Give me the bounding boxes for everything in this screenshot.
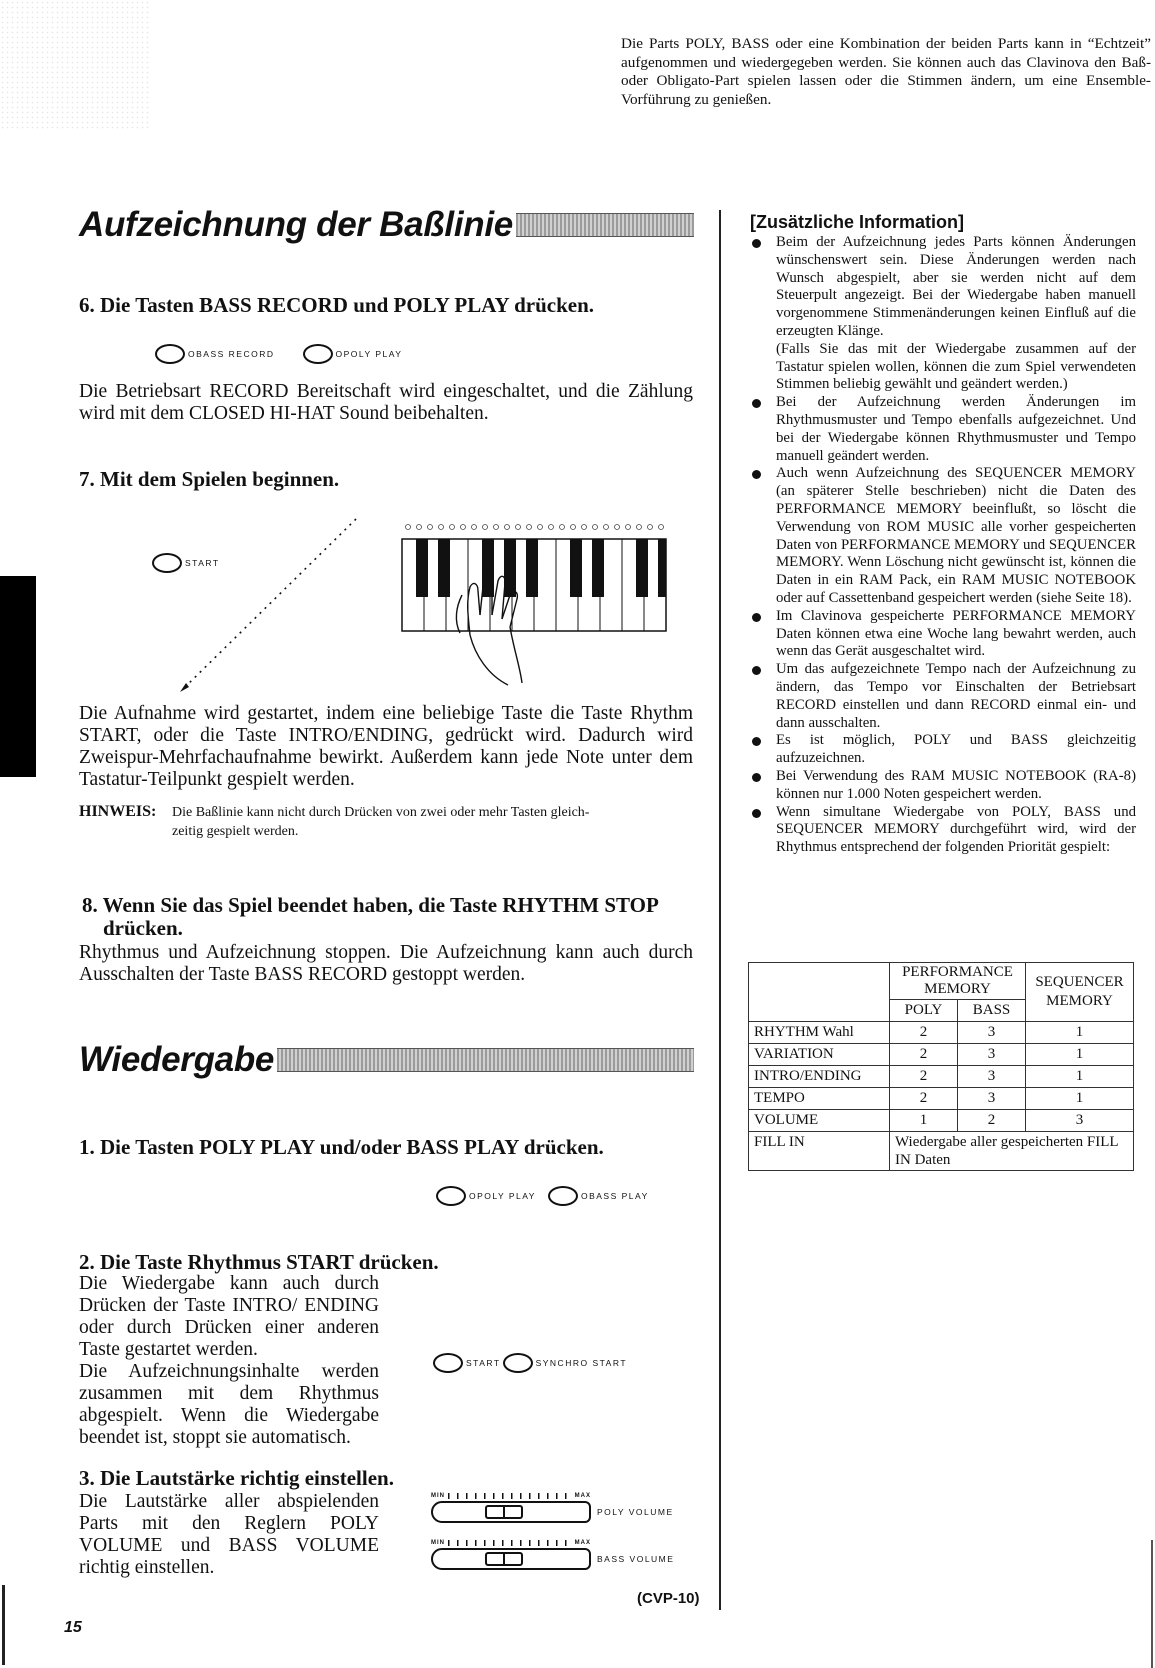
cell-poly: 1 [890,1110,958,1132]
section-heading-playback [79,1040,694,1080]
playback-step-2-buttons [433,1353,627,1373]
scale-max: MAX [574,1540,591,1546]
header-sequencer-memory: SEQUENCER MEMORY [1026,963,1134,1022]
slider-scale [431,1540,591,1546]
bass-record-button[interactable] [155,344,275,364]
title-bar [277,1048,694,1072]
step-6-heading: 6. Die Tasten BASS RECORD und POLY PLAY drücken. [79,293,595,317]
piano-keys [402,539,666,631]
step-6-text: Die Betriebsart RECORD Bereitschaft wird eingeschaltet, und die Zählung wird mit dem CLOSED HI-HAT Sound beibehalten. [79,381,693,424]
step-8-heading-continued: drücken. [103,916,183,940]
cell-bass: 3 [958,1088,1026,1110]
button-label: OBASS RECORD [188,349,275,359]
note-text: zeitig gespielt werden. [172,824,299,839]
scale-min: MIN [431,1493,445,1499]
key-lamp-row [406,525,664,530]
slider-label: POLY VOLUME [597,1507,674,1517]
info-item: Um das aufgezeichnete Tempo nach der Aufzeichnung zu ändern, das Tempo vor Einschalten der Betriebsart RECORD einstellen und dann RECORD einmal ein- und dann ausschalten. [750,661,1136,732]
button-oval [433,1353,463,1373]
button-label: SYNCHRO START [535,1358,628,1368]
scale-ticks [448,1493,572,1499]
poly-volume-control [431,1493,674,1523]
cell-fill-in: Wiedergabe aller gespeicherten FILL IN Daten [890,1132,1134,1171]
button-oval [155,344,185,364]
playback-step-1-heading: 1. Die Tasten POLY PLAY und/oder BASS PLAY drücken. [79,1135,604,1159]
column-divider [719,210,721,1610]
info-item: Auch wenn Aufzeichnung des SEQUENCER MEMORY (an späterer Stelle beschrieben) nicht die Daten des PERFORMANCE MEMORY beeinflußt, so löscht die Verwendung von ROM MUSIC alle vorher gespeicherten Daten von PERFORMANCE MEMORY und SEQUENCER MEMORY. Wenn Löschung nicht gewünscht ist, können die Daten in ein RAM Pack, ein RAM MUSIC NOTEBOOK oder auf Cassettenband gespeichert werden (siehe Seite 18). [750,465,1136,607]
button-label: OPOLY PLAY [469,1191,536,1201]
start-button[interactable] [433,1353,501,1373]
playback-step-2-text: Die Aufzeichnungsinhalte werden zusammen mit dem Rhythmus abgespielt. Wenn die Wiedergabe beendet ist, stoppt sie automatisch. [79,1361,379,1448]
note-text: Die Baßlinie kann nicht durch Drücken von zwei oder mehr Tasten gleich- [172,805,590,820]
header-poly: POLY [890,1000,958,1022]
table-corner [749,963,890,1022]
table-row [749,1088,1134,1110]
synchro-start-button[interactable] [503,1353,627,1373]
model-number: (CVP-10) [637,1590,700,1607]
cell-seq: 3 [1026,1110,1134,1132]
step-7-heading: 7. Mit dem Spielen beginnen. [79,467,340,491]
priority-table [748,962,1134,1171]
button-label: OBASS PLAY [580,1191,649,1201]
playback-step-3-text: Die Lautstärke aller abspielenden Parts mit den Reglern POLY VOLUME und BASS VOLUME richtig einstellen. [79,1491,379,1578]
cell-poly: 2 [890,1044,958,1066]
note [79,803,699,841]
button-label: START [185,558,220,568]
info-item: Bei der Aufzeichnung werden Änderungen im Rhythmusmuster und Tempo ebenfalls aufgezeichnet. Und bei der Wiedergabe können Rhythmusmuster und Tempo manuell geändert werden. [750,394,1136,465]
table-row [749,1044,1134,1066]
cell-bass: 2 [958,1110,1026,1132]
playback-step-1-buttons [436,1186,649,1206]
button-oval [436,1186,466,1206]
cell-seq: 1 [1026,1088,1134,1110]
playback-step-2-heading: 2. Die Taste Rhythmus START drücken. [79,1250,439,1274]
row-label: INTRO/ENDING [749,1066,890,1088]
row-label: VARIATION [749,1044,890,1066]
playback-step-3-heading: 3. Die Lautstärke richtig einstellen. [79,1466,394,1490]
guide-arrowhead [180,683,189,692]
step-8-text: Rhythmus und Aufzeichnung stoppen. Die Aufzeichnung kann auch durch Ausschalten der Taste BASS RECORD gestoppt werden. [79,942,693,985]
edge-mark [2,1585,5,1665]
row-label: RHYTHM Wahl [749,1022,890,1044]
step-8-heading: 8. Wenn Sie das Spiel beendet haben, die Taste RHYTHM STOP [82,893,659,917]
scan-noise [0,0,150,130]
cell-bass: 3 [958,1022,1026,1044]
table-row [749,1066,1134,1088]
button-label: OPOLY PLAY [335,349,403,359]
scale-max: MAX [574,1493,591,1499]
info-item: Im Clavinova gespeicherte PERFORMANCE MEMORY Daten können etwa eine Woche lang bewahrt werden, auch wenn das Gerät ausgeschaltet wird. [750,608,1136,661]
cell-seq: 1 [1026,1066,1134,1088]
cell-poly: 2 [890,1066,958,1088]
cell-poly: 2 [890,1088,958,1110]
bass-volume-slider[interactable] [431,1548,591,1570]
button-oval [503,1353,533,1373]
info-item: Bei Verwendung des RAM MUSIC NOTEBOOK (RA-8) können nur 1.000 Noten gespeichert werden. [750,768,1136,804]
slider-label: BASS VOLUME [597,1554,675,1564]
row-label: TEMPO [749,1088,890,1110]
bass-volume-control [431,1540,674,1570]
row-label: FILL IN [749,1132,890,1171]
button-oval [548,1186,578,1206]
cell-seq: 1 [1026,1022,1134,1044]
step-7-text: Die Aufnahme wird gestartet, indem eine beliebige Taste die Taste Rhythm START, oder die Taste INTRO/ENDING, gedrückt wird. Dadurch wird Zweispur-Mehrfachaufnahme bewirkt. Außerdem kann jede Note unter dem Tastatur-Teilpunkt gespielt werden. [79,703,693,790]
button-oval [303,344,333,364]
title-bar [516,213,694,237]
poly-play-button[interactable] [303,344,403,364]
table-row [749,1110,1134,1132]
poly-play-button[interactable] [436,1186,536,1206]
thumb-index-tab [0,576,36,777]
section-title: Wiedergabe [79,1040,275,1079]
info-item-note: (Falls Sie das mit der Wiedergabe zusammen auf der Tastatur spielen wollen, können die zum Spiel verwendeten Stimmen beliebig gewählt und geändert werden.) [776,340,1136,393]
keyboard-illustration [170,515,715,695]
additional-info [750,212,1136,857]
header-bass: BASS [958,1000,1026,1022]
cell-bass: 3 [958,1066,1026,1088]
section-title: Aufzeichnung der Baßlinie [79,205,513,244]
table-row [749,1022,1134,1044]
table-row [749,1132,1134,1171]
playback-step-2-text: Die Wiedergabe kann auch durch Drücken der Taste INTRO/ ENDING oder durch Drücken einer anderen Taste gestartet werden. [79,1273,379,1360]
info-item [750,234,1136,394]
note-label: HINWEIS: [79,803,157,820]
info-item: Es ist möglich, POLY und BASS gleichzeitig aufzuzeichnen. [750,732,1136,768]
header-performance-memory: PERFORMANCE MEMORY [890,963,1026,1000]
info-item-text: Beim der Aufzeichnung jedes Parts können Änderungen wünschenswert sein. Diese Änderungen werden nach Wunsch abgespielt, aber sie werden nicht auf dem Steuerpult angezeigt. Bei der Wiedergabe haben manuell vorgenommene Stimmenänderungen keinen Einfluß auf die erzeugten Klänge. [776,234,1136,339]
page-number: 15 [64,1619,82,1636]
info-item: Wenn simultane Wiedergabe von POLY, BASS und SEQUENCER MEMORY durchgeführt wird, wird der Rhythmus entsprechend der folgenden Priorität gespielt: [750,804,1136,857]
dotted-guide-line [182,519,356,690]
slider-knob[interactable] [485,1505,523,1519]
section-heading-recording [79,205,694,245]
info-title: [Zusätzliche Information] [750,212,965,232]
note-line [79,803,699,822]
bass-play-button[interactable] [548,1186,649,1206]
slider-scale [431,1493,591,1499]
scale-min: MIN [431,1540,445,1546]
table-header-row [749,963,1134,1000]
cell-seq: 1 [1026,1044,1134,1066]
poly-volume-slider[interactable] [431,1501,591,1523]
cell-poly: 2 [890,1022,958,1044]
button-label: START [466,1358,501,1368]
slider-knob[interactable] [485,1552,523,1566]
info-list [750,234,1136,857]
row-label: VOLUME [749,1110,890,1132]
step-6-buttons [155,344,402,364]
intro-paragraph: Die Parts POLY, BASS oder eine Kombination der beiden Parts kann in “Echtzeit” aufgenommen und wiedergegeben werden. Sie können auch das Clavinova den Baß- oder Obligato-Part spielen lassen oder die Stimmen ändern, um eine Ensemble-Vorführung zu genießen. [621,35,1151,108]
cell-bass: 3 [958,1044,1026,1066]
scale-ticks [448,1540,572,1546]
edge-mark [1151,1540,1153,1668]
